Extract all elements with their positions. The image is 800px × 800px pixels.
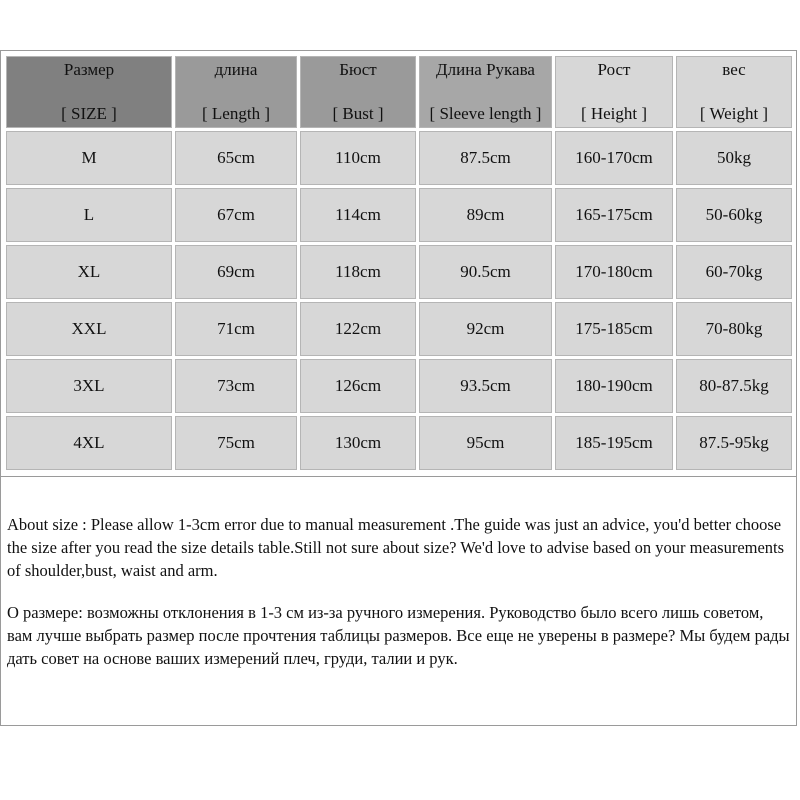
cell-height: 185-195cm	[555, 416, 673, 470]
cell-height: 170-180cm	[555, 245, 673, 299]
cell-sleeve: 92cm	[419, 302, 552, 356]
cell-bust: 122cm	[300, 302, 416, 356]
cell-height: 180-190cm	[555, 359, 673, 413]
header-height	[555, 56, 673, 128]
cell-weight: 50kg	[676, 131, 792, 185]
cell-sleeve: 87.5cm	[419, 131, 552, 185]
table-row	[6, 416, 792, 470]
header-length-en: [ Length ]	[202, 104, 270, 123]
header-weight-ru: вес	[722, 60, 746, 79]
cell-height: 175-185cm	[555, 302, 673, 356]
cell-size: XXL	[6, 302, 172, 356]
cell-length: 71cm	[175, 302, 297, 356]
cell-length: 69cm	[175, 245, 297, 299]
cell-size: M	[6, 131, 172, 185]
cell-size: 3XL	[6, 359, 172, 413]
header-bust-en: [ Bust ]	[332, 104, 384, 123]
header-size-en: [ SIZE ]	[61, 104, 117, 123]
table-row	[6, 302, 792, 356]
header-weight	[676, 56, 792, 128]
cell-sleeve: 90.5cm	[419, 245, 552, 299]
cell-length: 73cm	[175, 359, 297, 413]
cell-sleeve: 95cm	[419, 416, 552, 470]
cell-height: 165-175cm	[555, 188, 673, 242]
cell-length: 65cm	[175, 131, 297, 185]
header-height-en: [ Height ]	[580, 104, 648, 123]
size-table	[3, 53, 795, 473]
header-sleeve-ru: Длина Рукава	[436, 60, 535, 79]
cell-sleeve: 93.5cm	[419, 359, 552, 413]
header-sleeve-en: [ Sleeve length ]	[429, 104, 542, 123]
cell-weight: 50-60kg	[676, 188, 792, 242]
cell-length: 67cm	[175, 188, 297, 242]
header-height-ru: Рост	[597, 60, 631, 79]
cell-size: L	[6, 188, 172, 242]
size-notes	[1, 476, 796, 722]
cell-height: 160-170cm	[555, 131, 673, 185]
cell-weight: 60-70kg	[676, 245, 792, 299]
cell-sleeve: 89cm	[419, 188, 552, 242]
cell-weight: 80-87.5kg	[676, 359, 792, 413]
header-bust-ru: Бюст	[339, 60, 377, 79]
table-row	[6, 359, 792, 413]
header-sleeve	[419, 56, 552, 128]
note-russian: О размере: возможны отклонения в 1-3 см из-за ручного измерения. Руководство было всего лишь советом, вам лучше выбрать размер после прочтения таблицы размеров. Все еще не уверены в размере? Мы будем рады дать совет на основе ваших измерений плеч, груди, талии и рук.	[7, 603, 790, 668]
header-row	[6, 56, 792, 128]
cell-weight: 87.5-95kg	[676, 416, 792, 470]
table-row	[6, 245, 792, 299]
header-length-ru: длина	[214, 60, 258, 79]
table-row	[6, 131, 792, 185]
cell-size: XL	[6, 245, 172, 299]
header-size	[6, 56, 172, 128]
note-english: About size : Please allow 1-3cm error due to manual measurement .The guide was just an advice, you'd better choose the size after you read the size details table.Still not sure about size? We'd love to advise based on your measurements of shoulder,bust, waist and arm.	[7, 515, 785, 580]
header-size-ru: Размер	[63, 60, 115, 79]
cell-weight: 70-80kg	[676, 302, 792, 356]
cell-length: 75cm	[175, 416, 297, 470]
cell-bust: 118cm	[300, 245, 416, 299]
table-row	[6, 188, 792, 242]
cell-bust: 114cm	[300, 188, 416, 242]
cell-size: 4XL	[6, 416, 172, 470]
cell-bust: 130cm	[300, 416, 416, 470]
header-bust	[300, 56, 416, 128]
header-length	[175, 56, 297, 128]
cell-bust: 110cm	[300, 131, 416, 185]
size-chart-frame	[0, 50, 797, 726]
cell-bust: 126cm	[300, 359, 416, 413]
header-weight-en: [ Weight ]	[699, 104, 769, 123]
